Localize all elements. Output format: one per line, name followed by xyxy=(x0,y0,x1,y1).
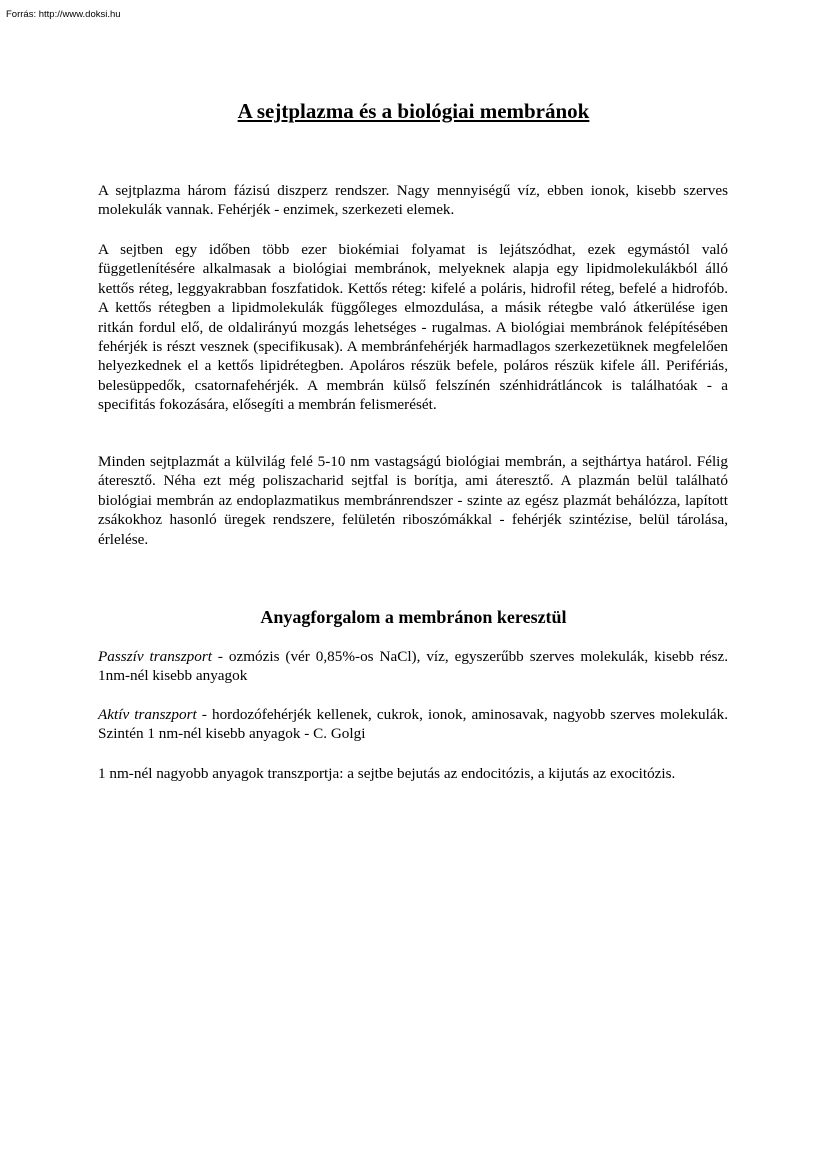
passive-transport-term: Passzív transzport xyxy=(98,648,212,665)
page-title: A sejtplazma és a biológiai membránok xyxy=(237,99,590,123)
active-transport-text: - hordozófehérjék kellenek, cukrok, ionok, aminosavak, nagyobb szerves molekulák. Szintén 1 nm-nél kisebb anyagok - C. Golgi xyxy=(98,706,728,743)
paragraph-sejthartya: Minden sejtplazmát a külvilág felé 5-10 nm vastagságú biológiai membrán, a sejthártya határol. Félig áteresztő. Néha ezt még poliszacharid sejtfal is borítja, ami áteresztő. A plazmán belül található biológiai membrán az endoplazmatikus membránrendszer - szinte az egész plazmát behálózza, lapított zsákokhoz hasonló üregek rendszere, felületén riboszómákkal - fehérjék szintézise, belül tárolása, érlelése. xyxy=(98,453,728,548)
source-line: Forrás: http://www.doksi.hu xyxy=(6,9,121,20)
paragraph-aktiv-transzport xyxy=(98,705,728,744)
paragraph-passziv-transzport xyxy=(98,647,728,686)
section-title: Anyagforgalom a membránon keresztül xyxy=(260,607,567,627)
paragraph-membranok: A sejtben egy időben több ezer biokémiai folyamat is lejátszódhat, ezek egymástól való függetlenítésére alkalmasak a biológiai membránok, melyeknek alapja egy lipidmolekulákból álló kettős réteg, leggyakrabban foszfatidok. Kettős réteg: kifelé a poláris, hidrofil réteg, befelé a hidrofób. A kettős rétegben a lipidmolekulák függőleges elmozdulása, a másik rétegbe való átkerülése igen ritkán fordul elő, de oldalirányú mozgás lehetséges - rugalmas. A biológiai membránok felépítésében fehérjék is részt vesznek (specifikusak). A membránfehérjék harmadlagos szerkezetüknek megfelelően helyezkednek el a kettős lipidrétegben. Apoláros részük befele, poláros részük kifele áll. Perifériás, belesüppedők, csatornafehérjék. A membrán külső felszínén szénhidrátláncok is találhatóak - a specifitás fokozására, elősegíti a membrán felismerését. xyxy=(98,241,728,414)
paragraph-nagyobb-anyagok: 1 nm-nél nagyobb anyagok transzportja: a sejtbe bejutás az endocitózis, a kijutás az exocitózis. xyxy=(98,765,676,782)
passive-transport-text: - ozmózis (vér 0,85%-os NaCl), víz, egyszerűbb szerves molekulák, kisebb rész. 1nm-nél kisebb anyagok xyxy=(98,648,728,685)
active-transport-term: Aktív transzport xyxy=(98,706,197,723)
paragraph-sejtplazma: A sejtplazma három fázisú diszperz rendszer. Nagy mennyiségű víz, ebben ionok, kisebb szerves molekulák vannak. Fehérjék - enzimek, szerkezeti elemek. xyxy=(98,182,728,219)
